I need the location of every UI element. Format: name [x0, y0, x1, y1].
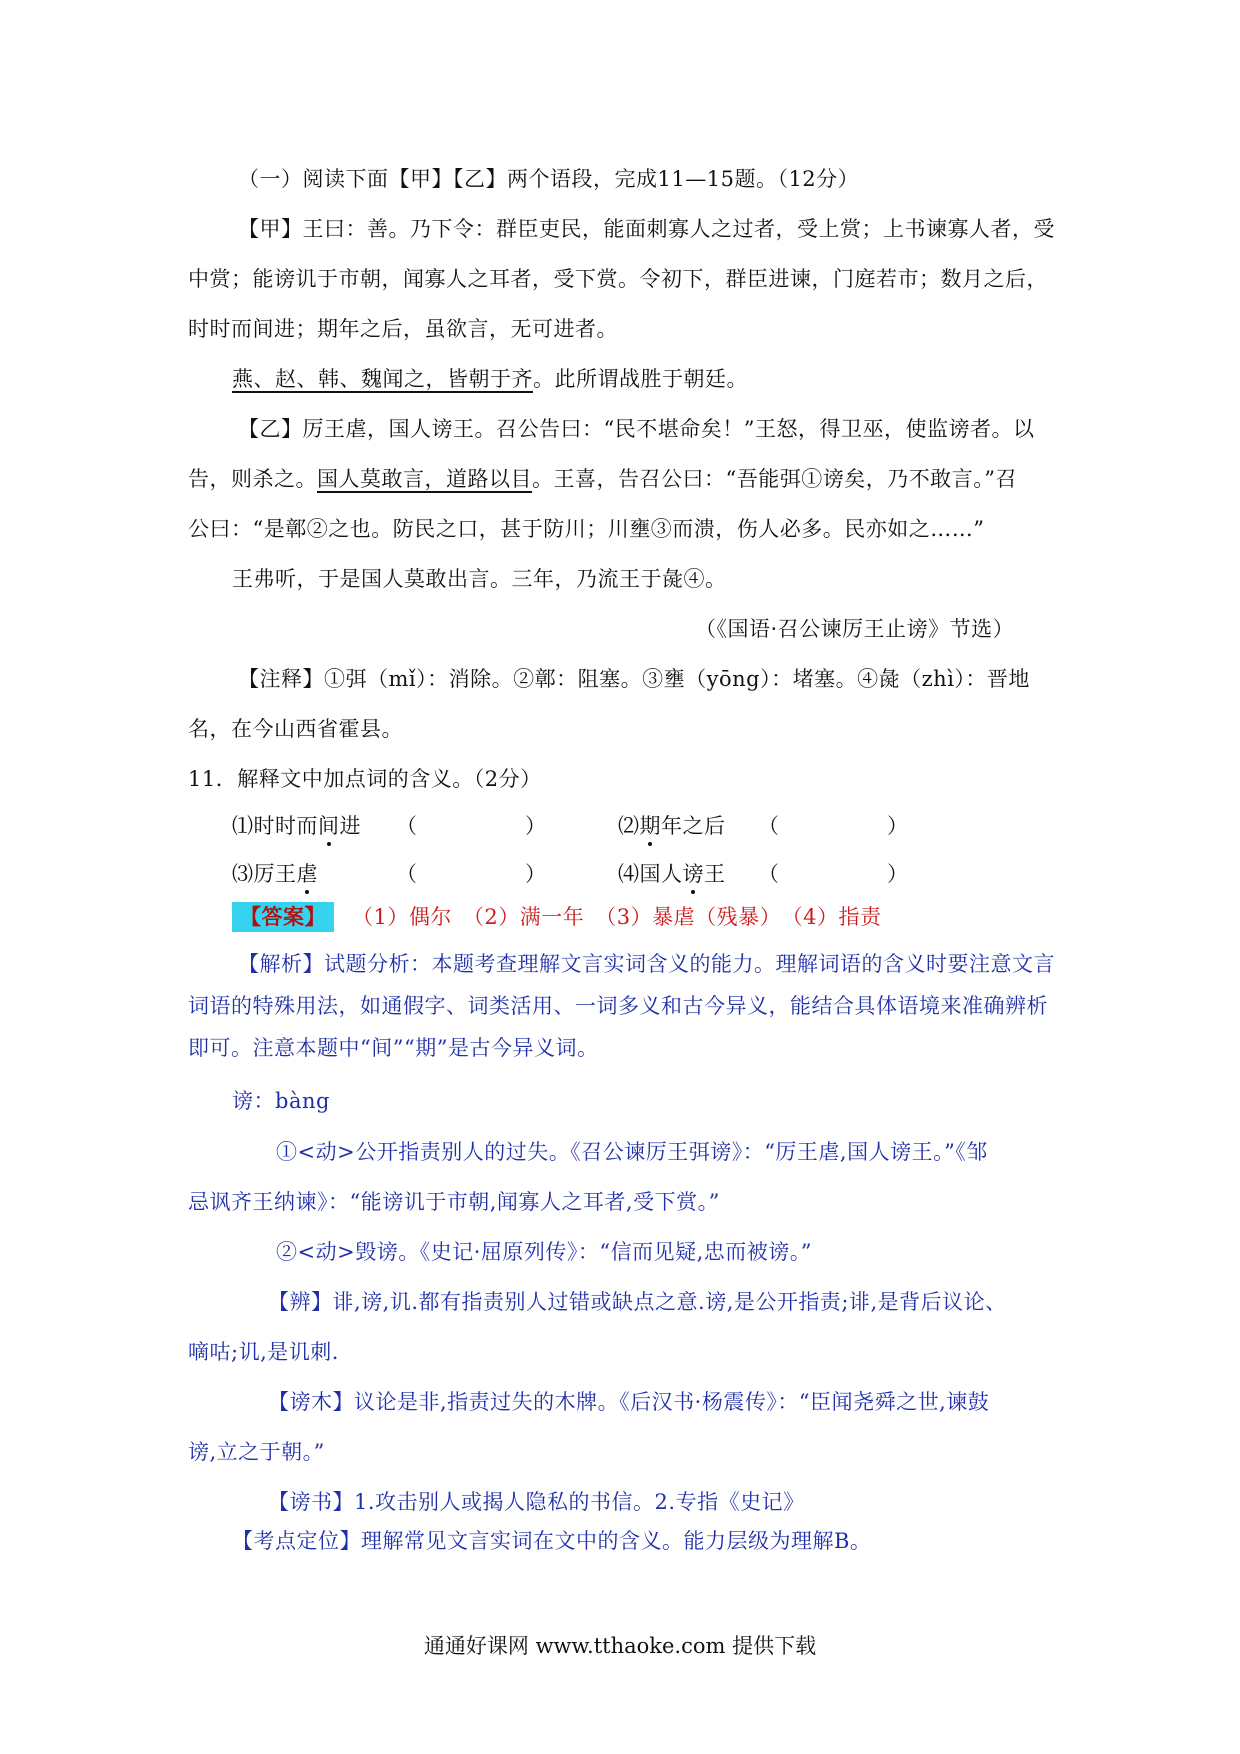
passage-jia-line-1: 【甲】王曰：善。乃下令：群臣吏民，能面刺寡人之过者，受上赏；上书谏寡人者，受 — [238, 217, 1055, 241]
answer-text: （1）偶尔 （2）满一年 （3）暴虐（残暴） （4）指责 — [352, 905, 882, 929]
answer-blank-4[interactable]: （ ） — [758, 862, 909, 886]
answer-blank-1[interactable]: （ ） — [396, 814, 547, 838]
passage-yi-line-2 — [188, 463, 1017, 493]
q3-pre: ⑶厉王 — [232, 862, 297, 886]
q4-pre: ⑷国人 — [618, 862, 683, 886]
dict-mu-b: 谤,立之于朝。” — [188, 1440, 325, 1464]
dict-shu: 【谤书】1.攻击别人或揭人隐私的书信。2.专指《史记》 — [268, 1490, 805, 1514]
passage-source: （《国语·召公谏厉王止谤》节选） — [695, 617, 1015, 641]
answer-line — [232, 901, 881, 932]
q2-post: 年之后 — [661, 814, 726, 838]
kaodian: 【考点定位】理解常见文言实词在文中的含义。能力层级为理解B。 — [232, 1529, 872, 1553]
analysis-line-1: 【解析】试题分析：本题考查理解文言实词含义的能力。理解词语的含义时要注意文言 — [238, 952, 1055, 976]
passage-jia-line-4 — [232, 363, 748, 393]
question-item-3 — [232, 858, 318, 888]
section-intro: （一）阅读下面【甲】【乙】两个语段，完成11—15题。（12分） — [238, 167, 860, 191]
passage-jia-line-4-rest: 。此所谓战胜于朝廷。 — [533, 367, 748, 391]
passage-yi-line-3: 公曰：“是鄣②之也。防民之口，甚于防川；川壅③而溃，伤人必多。民亦如之……” — [188, 517, 985, 541]
passage-yi-line-4: 王弗听，于是国人莫敢出言。三年，乃流王于彘④。 — [232, 567, 727, 591]
passage-jia-line-2: 中赏；能谤讥于市朝，闻寡人之耳者，受下赏。令初下，群臣进谏，门庭若市；数月之后， — [188, 267, 1048, 291]
dict-bian-a: 【辨】诽,谤,讥.都有指责别人过错或缺点之意.谤,是公开指责;诽,是背后议论、 — [268, 1290, 1007, 1314]
answer-tag: 【答案】 — [232, 902, 334, 932]
dict-head: 谤：bàng — [232, 1089, 330, 1113]
question-stem: 11．解释文中加点词的含义。（2分） — [188, 767, 542, 791]
answer-blank-3[interactable]: （ ） — [396, 862, 547, 886]
q4-dotted-word: 谤 — [683, 858, 705, 888]
question-item-1 — [232, 810, 361, 840]
footer-credit: 通通好课网 www.tthaoke.com 提供下载 — [423, 1634, 817, 1658]
passage-jia-line-3: 时时而间进；期年之后，虽欲言，无可进者。 — [188, 317, 618, 341]
passage-yi-line-2b: 。王喜，告召公曰：“吾能弭①谤矣，乃不敢言。”召 — [532, 467, 1017, 491]
analysis-line-2: 词语的特殊用法，如通假字、词类活用、一词多义和古今异义，能结合具体语境来准确辨析 — [188, 994, 1048, 1018]
q3-dotted-word: 虐 — [297, 858, 319, 888]
passage-yi-line-2a: 告，则杀之。 — [188, 467, 317, 491]
q2-dotted-word: 期 — [640, 810, 662, 840]
dict-bian-b: 嘀咕;讥,是讥刺. — [188, 1340, 339, 1364]
q1-post: 进 — [339, 814, 361, 838]
notes-line-1: 【注释】①弭（mǐ）：消除。②鄣：阻塞。③壅（yōng）：堵塞。④彘（zhì）：晋地 — [238, 667, 1030, 691]
q4-post: 王 — [704, 862, 726, 886]
question-item-4 — [618, 858, 726, 888]
q1-dotted-word: 间 — [318, 810, 340, 840]
passage-yi-line-1: 【乙】厉王虐，国人谤王。召公告曰：“民不堪命矣！”王怒，得卫巫，使监谤者。以 — [238, 417, 1035, 441]
analysis-line-3: 即可。注意本题中“间”“期”是古今异义词。 — [188, 1036, 599, 1060]
question-item-2 — [618, 810, 726, 840]
answer-blank-2[interactable]: （ ） — [758, 814, 909, 838]
dict-def-2: ②<动>毁谤。《史记·屈原列传》：“信而见疑,忠而被谤。” — [276, 1240, 813, 1264]
q2-pre: ⑵ — [618, 814, 640, 838]
underlined-sentence: 燕、赵、韩、魏闻之，皆朝于齐 — [232, 367, 533, 391]
dict-def-1b: 忌讽齐王纳谏》：“能谤讥于市朝,闻寡人之耳者,受下赏。” — [188, 1190, 720, 1214]
dict-def-1a: ①<动>公开指责别人的过失。《召公谏厉王弭谤》：“厉王虐,国人谤王。”《邹 — [276, 1140, 988, 1164]
underlined-sentence-2: 国人莫敢言，道路以目 — [317, 467, 532, 491]
notes-line-2: 名，在今山西省霍县。 — [188, 717, 403, 741]
q1-pre: ⑴时时而 — [232, 814, 318, 838]
dict-mu-a: 【谤木】议论是非,指责过失的木牌。《后汉书·杨震传》：“臣闻尧舜之世,谏鼓 — [268, 1390, 990, 1414]
